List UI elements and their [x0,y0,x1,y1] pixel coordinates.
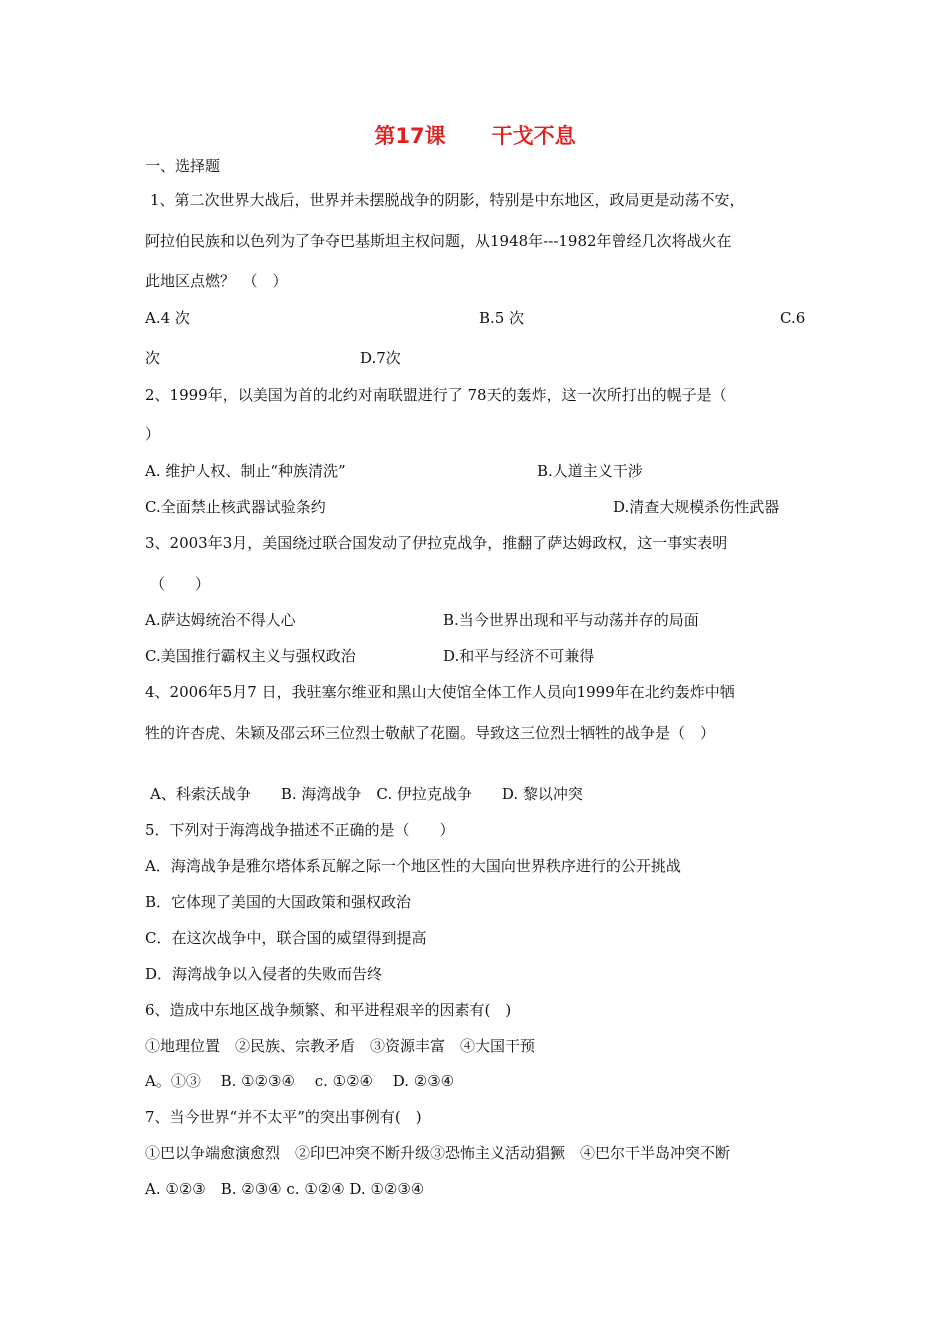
q1-stem-line1: 1、第二次世界大战后，世界并未摆脱战争的阴影，特别是中东地区，政局更是动荡不安， [150,191,745,209]
q7-items: ①巴以争端愈演愈烈 ②印巴冲突不断升级③恐怖主义活动猖獗 ④巴尔干半岛冲突不断 [145,1144,731,1162]
q5-option-c: C．在这次战争中，联合国的威望得到提高 [145,929,427,947]
q6-stem: 6、造成中东地区战争频繁、和平进程艰辛的因素有( ) [145,1001,512,1019]
section-heading: 一、选择题 [145,157,221,175]
q3-option-b: B.当今世界出现和平与动荡并存的局面 [443,611,699,629]
q1-option-c: C.6 [780,309,806,327]
q2-option-d: D.清查大规模杀伤性武器 [613,498,780,516]
q7-options: A. ①②③ B. ②③④ c. ①②④ D. ①②③④ [145,1180,425,1198]
q5-option-b: B．它体现了美国的大国政策和强权政治 [145,893,412,911]
q4-stem-line2: 牲的许杏虎、朱颖及邵云环三位烈士敬献了花圈。导致这三位烈士牺牲的战争是（ ） [145,724,716,742]
q1-option-c-continued: 次 [145,349,161,367]
page-title [0,123,950,149]
q2-stem-line1: 2、1999年，以美国为首的北约对南联盟进行了 78天的轰炸，这一次所打出的幌子是（ [145,386,727,404]
lesson-topic: 干戈不息 [491,124,576,148]
q3-option-d: D.和平与经济不可兼得 [443,647,595,665]
q1-option-a: A.4 次 [145,309,190,327]
q5-option-d: D．海湾战争以入侵者的失败而告终 [145,965,383,983]
lesson-number: 第17课 [374,124,446,148]
q5-stem: 5．下列对于海湾战争描述不正确的是（ ） [145,821,455,839]
q3-stem-line2: （ ） [150,575,211,593]
q6-items: ①地理位置 ②民族、宗教矛盾 ③资源丰富 ④大国干预 [145,1037,536,1055]
q3-option-a: A.萨达姆统治不得人心 [145,611,296,629]
q3-stem-line1: 3、2003年3月，美国绕过联合国发动了伊拉克战争，推翻了萨达姆政权，这一事实表明 [145,534,728,552]
q1-stem-line2: 阿拉伯民族和以色列为了争夺巴基斯坦主权问题，从1948年---1982年曾经几次将战火在 [145,232,732,250]
q2-option-c: C.全面禁止核武器试验条约 [145,498,326,516]
q1-option-d: D.7次 [360,349,401,367]
q4-stem-line1: 4、2006年5月7 日，我驻塞尔维亚和黑山大使馆全体工作人员向1999年在北约轰炸中牺 [145,683,735,701]
q5-option-a: A．海湾战争是雅尔塔体系瓦解之际一个地区性的大国向世界秩序进行的公开挑战 [145,857,681,875]
q1-stem-line3: 此地区点燃？ （ ） [145,272,288,290]
q1-option-b: B.5 次 [479,309,525,327]
q7-stem: 7、当今世界“并不太平”的突出事例有( ) [145,1108,422,1126]
q4-options: A、科索沃战争 B. 海湾战争 C. 伊拉克战争 D. 黎以冲突 [150,785,583,803]
q2-stem-line2: ） [145,425,161,443]
q3-option-c: C.美国推行霸权主义与强权政治 [145,647,356,665]
q6-options: A。①③ B. ①②③④ c. ①②④ D. ②③④ [145,1072,455,1090]
q2-option-a: A. 维护人权、制止“种族清洗” [145,462,346,480]
q2-option-b: B.人道主义干涉 [537,462,643,480]
